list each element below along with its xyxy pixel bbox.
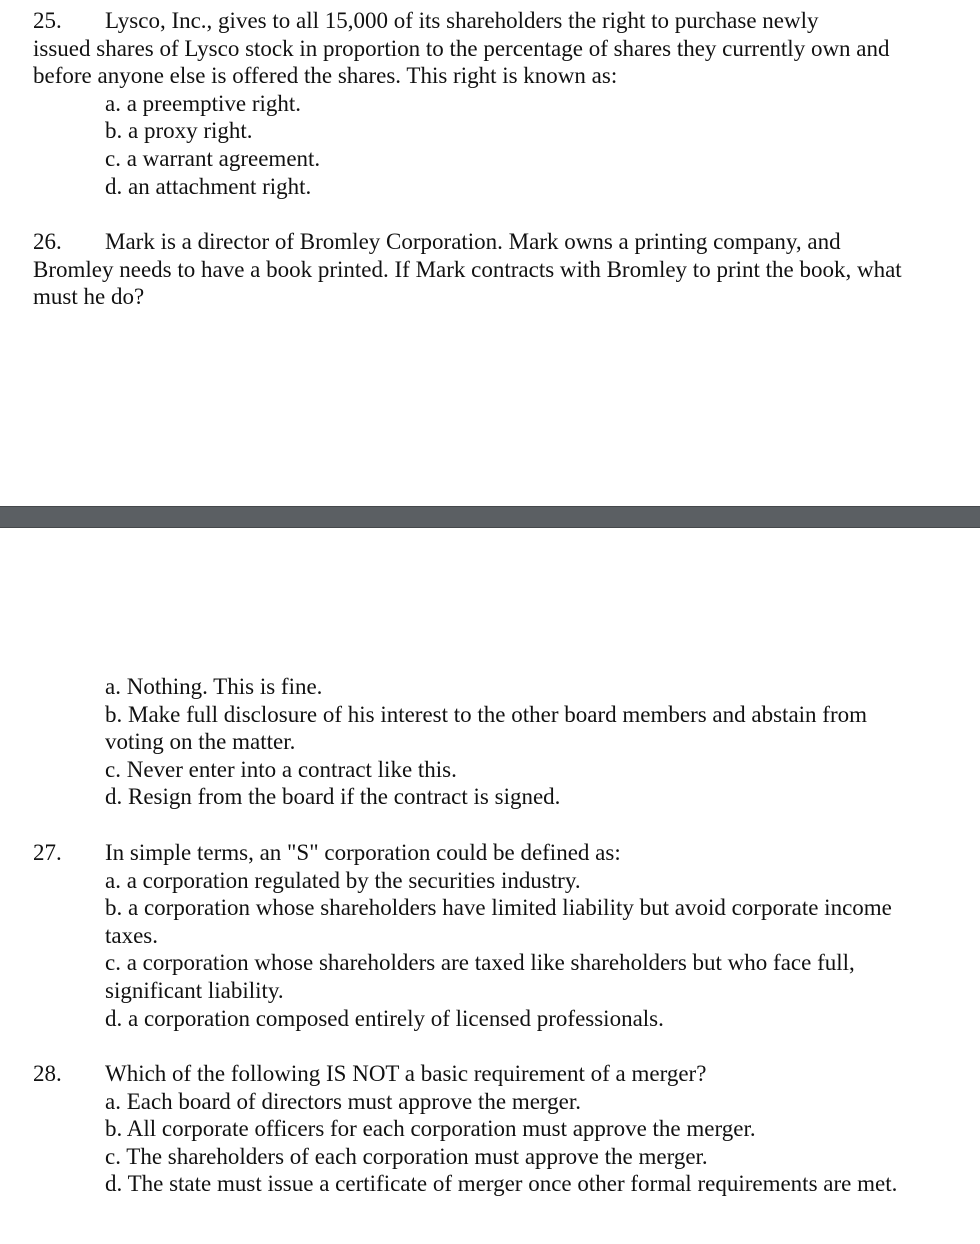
question-25-number: 25. bbox=[33, 8, 62, 33]
document-page-top bbox=[0, 0, 980, 506]
question-25 bbox=[33, 7, 903, 200]
question-27-option-b: b. a corporation whose shareholders have limited liability but avoid corporate income taxes. bbox=[105, 895, 892, 948]
question-25-stem-first-line: Lysco, Inc., gives to all 15,000 of its shareholders the right to purchase newly bbox=[105, 8, 819, 33]
question-26-options bbox=[33, 673, 903, 811]
question-26-continued bbox=[33, 673, 903, 811]
question-28-body bbox=[105, 1060, 903, 1198]
question-25-option-a: a. a preemptive right. bbox=[105, 90, 302, 116]
question-28-option-a: a. Each board of directors must approve the merger. bbox=[105, 1088, 582, 1114]
question-28-stem: Which of the following IS NOT a basic requirement of a merger? bbox=[105, 1061, 707, 1086]
question-28-option-d: d. The state must issue a certificate of merger once other formal requirements are met. bbox=[105, 1171, 898, 1197]
question-26-stem bbox=[33, 228, 903, 256]
question-26-option-c: c. Never enter into a contract like this. bbox=[105, 756, 457, 782]
question-25-option-b: b. a proxy right. bbox=[105, 118, 253, 144]
question-25-option-c: c. a warrant agreement. bbox=[105, 145, 321, 171]
question-28-option-b: b. All corporate officers for each corporation must approve the merger. bbox=[105, 1116, 756, 1142]
question-25-stem bbox=[33, 7, 903, 35]
question-27-number: 27. bbox=[33, 840, 62, 865]
question-27-option-d: d. a corporation composed entirely of licensed professionals. bbox=[105, 1005, 664, 1031]
question-26-stem-first-line: Mark is a director of Bromley Corporation. Mark owns a printing company, and bbox=[105, 229, 841, 254]
document-page-bottom bbox=[0, 528, 980, 1244]
question-26-stem-continued: Bromley needs to have a book printed. If Mark contracts with Bromley to print the book, what must he do? bbox=[33, 256, 902, 310]
question-25-stem-continued: issued shares of Lysco stock in proportion to the percentage of shares they currently own and before anyone else is offered the shares. This right is known as: bbox=[33, 35, 890, 89]
question-28-number: 28. bbox=[33, 1061, 62, 1086]
question-27-option-c: c. a corporation whose shareholders are taxed like shareholders but who face full, significant liability. bbox=[105, 950, 855, 1003]
question-27-stem: In simple terms, an "S" corporation could be defined as: bbox=[105, 840, 621, 865]
question-26-option-d: d. Resign from the board if the contract is signed. bbox=[105, 784, 561, 810]
question-26-option-a: a. Nothing. This is fine. bbox=[105, 674, 323, 699]
question-26-option-b: b. Make full disclosure of his interest to the other board members and abstain from voting on the matter. bbox=[105, 701, 867, 755]
question-27-body bbox=[105, 839, 903, 1032]
question-28-option-c: c. The shareholders of each corporation must approve the merger. bbox=[105, 1143, 708, 1169]
question-25-option-d: d. an attachment right. bbox=[105, 173, 312, 199]
question-26 bbox=[33, 228, 903, 311]
page-divider bbox=[0, 506, 980, 528]
question-28 bbox=[33, 1060, 903, 1198]
question-27-option-a: a. a corporation regulated by the securities industry. bbox=[105, 867, 581, 893]
question-26-number: 26. bbox=[33, 229, 62, 254]
question-27 bbox=[33, 839, 903, 1032]
question-25-options bbox=[33, 90, 903, 200]
